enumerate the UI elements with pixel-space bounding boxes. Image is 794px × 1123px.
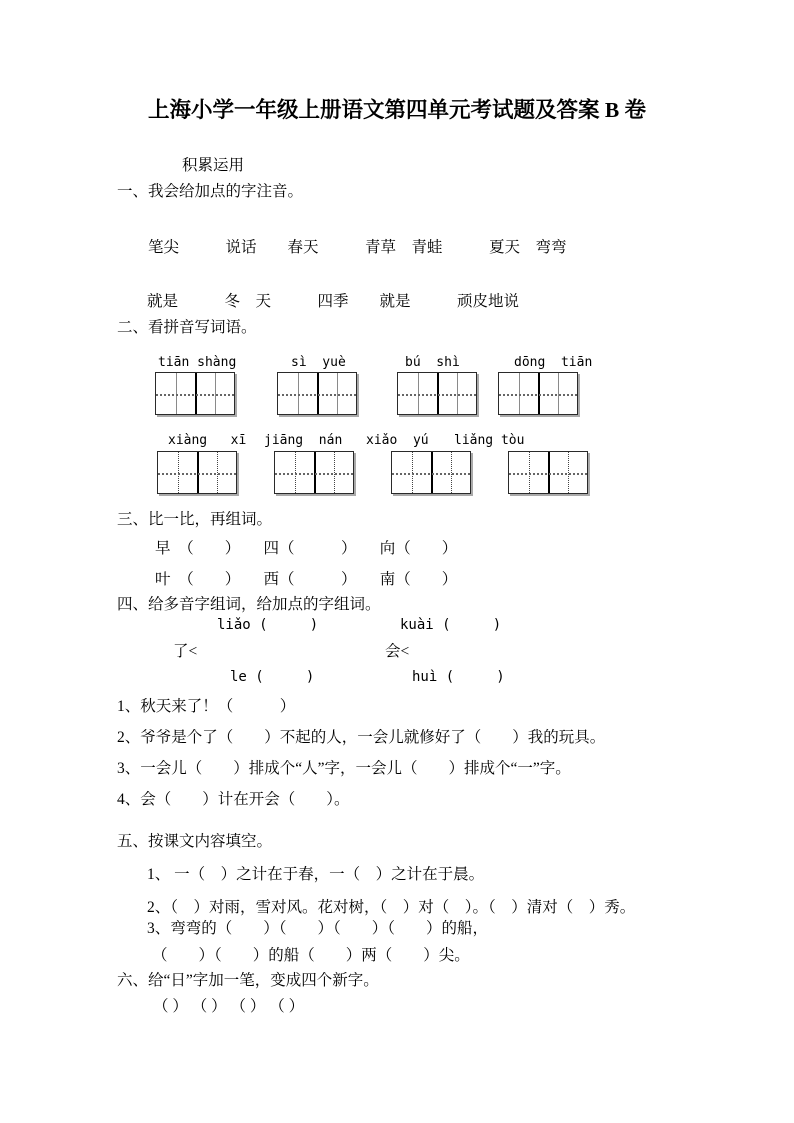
writing-grid bbox=[397, 372, 477, 415]
section3-row2: 叶 （ ） 西（ ） 南（ ） bbox=[155, 571, 458, 588]
writing-grid bbox=[498, 372, 578, 415]
polyphone-kuai: kuài ( ) bbox=[400, 617, 502, 633]
pinyin-label: liǎng tòu bbox=[454, 433, 525, 448]
section3-row1: 早 （ ） 四（ ） 向（ ） bbox=[155, 540, 458, 557]
pinyin-label: tiān shàng bbox=[158, 355, 237, 370]
section1-words-row1: 笔尖 说话 春天 青草 青蛙 夏天 弯弯 bbox=[148, 239, 567, 256]
writing-grid bbox=[155, 372, 235, 415]
section5-item-2: 2、（ ）对雨，雪对风。花对树，（ ）对（ ）。（ ）清对（ ）秀。 bbox=[147, 899, 636, 916]
pinyin-label: dōng tiān bbox=[514, 355, 593, 370]
section4-heading: 四、给多音字组词，给加点的字组词。 bbox=[117, 596, 381, 613]
section1-words-row2: 就是 冬 天 四季 就是 顽皮地说 bbox=[147, 293, 520, 310]
polyphone-le: le ( ) bbox=[230, 669, 315, 685]
section4-item-4: 4、会（ ）计在开会（ ）。 bbox=[117, 791, 350, 808]
intro-label: 积累运用 bbox=[182, 157, 245, 174]
writing-grid bbox=[391, 451, 471, 494]
section4-item-3: 3、一会儿（ ）排成个“人”字，一会儿（ ）排成个“一”字。 bbox=[117, 760, 571, 777]
writing-grid bbox=[157, 451, 237, 494]
polyphone-hui: huì ( ) bbox=[412, 669, 505, 685]
section5-item-1: 1、 一（ ）之计在于春，一（ ）之计在于晨。 bbox=[147, 866, 485, 883]
polyphone-liao: liǎo ( ) bbox=[217, 617, 319, 633]
pinyin-label: xiǎo yú bbox=[366, 433, 429, 448]
section4-item-2: 2、爷爷是个了（ ）不起的人，一会儿就修好了（ ）我的玩具。 bbox=[117, 729, 606, 746]
writing-grid bbox=[277, 372, 357, 415]
pinyin-label: jiāng nán bbox=[264, 433, 343, 448]
pinyin-label: bú shì bbox=[405, 355, 460, 370]
section5-item-3-cont: （ ）（ ）的船（ ）两（ ）尖。 bbox=[152, 947, 470, 964]
pinyin-label: xiàng xī bbox=[168, 433, 247, 448]
writing-grid bbox=[508, 451, 588, 494]
pinyin-label: sì yuè bbox=[291, 355, 346, 370]
writing-grid bbox=[274, 451, 354, 494]
section1-heading: 一、我会给加点的字注音。 bbox=[117, 183, 304, 200]
section6-blanks: （ ） （ ） （ ） （ ） bbox=[153, 998, 305, 1015]
polyphone-char-hui: 会< bbox=[385, 643, 410, 660]
section6-heading: 六、给“日”字加一笔，变成四个新字。 bbox=[117, 972, 379, 989]
polyphone-char-le: 了< bbox=[173, 643, 198, 660]
section5-item-3: 3、弯弯的（ ）（ ）（ ）（ ）的船， bbox=[147, 920, 489, 937]
section5-heading: 五、按课文内容填空。 bbox=[117, 833, 273, 850]
section2-heading: 二、看拼音写词语。 bbox=[117, 319, 257, 336]
section3-heading: 三、比一比，再组词。 bbox=[117, 511, 273, 528]
page-title: 上海小学一年级上册语文第四单元考试题及答案 B 卷 bbox=[147, 98, 647, 122]
section4-item-1: 1、秋天来了！（ ） bbox=[117, 698, 296, 715]
